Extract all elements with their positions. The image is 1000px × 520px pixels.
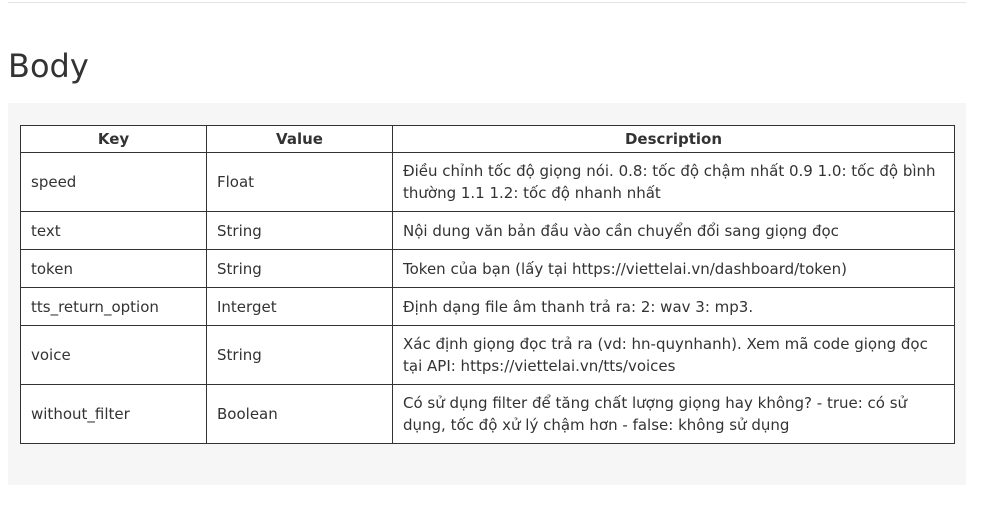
row-description: Xác định giọng đọc trả ra (vd: hn-quynhanh). Xem mã code giọng đọc tại API: https://viettelai.vn/tts/voices: [393, 326, 955, 385]
row-description: Định dạng file âm thanh trả ra: 2: wav 3: mp3.: [393, 288, 955, 326]
table-panel: [8, 103, 966, 485]
table-header-row: [21, 126, 955, 153]
row-description: Nội dung văn bản đầu vào cần chuyển đổi sang giọng đọc: [393, 212, 955, 250]
parameters-table: [20, 125, 955, 444]
table-row: [21, 153, 955, 212]
table-row: [21, 288, 955, 326]
row-description: Token của bạn (lấy tại https://viettelai.vn/dashboard/token): [393, 250, 955, 288]
row-value: String: [207, 250, 393, 288]
row-key: voice: [21, 326, 207, 385]
row-key: tts_return_option: [21, 288, 207, 326]
header-key: Key: [21, 126, 207, 153]
table-row: [21, 212, 955, 250]
row-value: Interget: [207, 288, 393, 326]
row-value: String: [207, 326, 393, 385]
table-row: [21, 385, 955, 444]
row-key: without_filter: [21, 385, 207, 444]
top-divider: [8, 2, 966, 3]
section-heading: Body: [8, 47, 89, 85]
row-description: Điều chỉnh tốc độ giọng nói. 0.8: tốc độ chậm nhất 0.9 1.0: tốc độ bình thường 1.1 1.2: tốc độ nhanh nhất: [393, 153, 955, 212]
header-description: Description: [393, 126, 955, 153]
row-value: String: [207, 212, 393, 250]
header-value: Value: [207, 126, 393, 153]
row-key: token: [21, 250, 207, 288]
row-value: Boolean: [207, 385, 393, 444]
table-row: [21, 250, 955, 288]
row-description: Có sử dụng filter để tăng chất lượng giọng hay không? - true: có sử dụng, tốc độ xử lý chậm hơn - false: không sử dụng: [393, 385, 955, 444]
row-key: text: [21, 212, 207, 250]
row-value: Float: [207, 153, 393, 212]
row-key: speed: [21, 153, 207, 212]
table-row: [21, 326, 955, 385]
